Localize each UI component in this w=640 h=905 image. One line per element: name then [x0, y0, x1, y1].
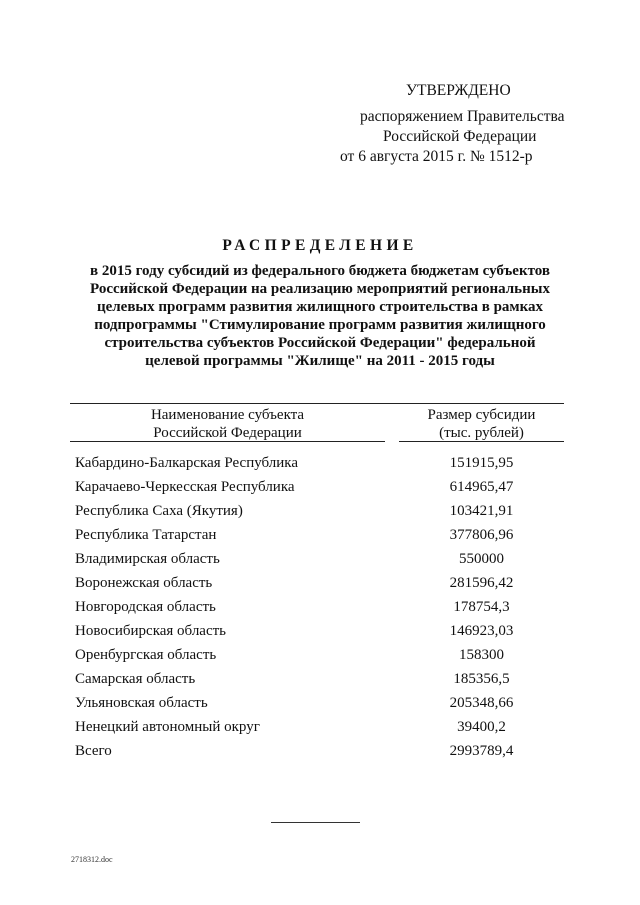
subsidy-amount: 146923,03	[449, 623, 514, 639]
subject-name: Ненецкий автономный округ	[75, 719, 260, 735]
table-row	[0, 455, 640, 479]
document-subtitle	[82, 262, 558, 370]
table-row	[0, 527, 640, 551]
subsidy-amount: 614965,47	[449, 479, 514, 495]
header-bottom-rule-left	[70, 441, 385, 442]
subject-name: Ульяновская область	[75, 695, 208, 711]
subtitle-line: целевых программ развития жилищного строительства в рамках	[96, 299, 544, 315]
table-row	[0, 719, 640, 743]
subsidy-amount: 550000	[459, 551, 504, 567]
table-row-total	[0, 743, 640, 767]
subject-name: Новгородская область	[75, 599, 216, 615]
subtitle-line: Российской Федерации на реализацию мероприятий региональных	[90, 281, 550, 297]
table-row	[0, 479, 640, 503]
table-top-rule	[70, 403, 564, 404]
total-label: Всего	[75, 743, 112, 759]
header-bottom-rule-right	[399, 441, 564, 442]
subject-name: Воронежская область	[75, 575, 213, 591]
subject-name: Новосибирская область	[75, 623, 227, 639]
column-header-subject	[120, 406, 335, 442]
subsidy-amount: 39400,2	[457, 719, 506, 735]
table-row	[0, 551, 640, 575]
end-of-document-rule	[271, 822, 360, 823]
subject-name: Кабардино-Балкарская Республика	[75, 455, 299, 471]
subsidy-amount: 281596,42	[449, 575, 514, 591]
subsidy-amount: 205348,66	[449, 695, 514, 711]
total-amount: 2993789,4	[449, 743, 514, 759]
subtitle-line: строительства субъектов Российской Федерации" федеральной	[104, 335, 536, 351]
subject-name: Владимирская область	[75, 551, 220, 567]
table-row	[0, 575, 640, 599]
subsidy-amount: 377806,96	[449, 527, 514, 543]
approval-line-3: Российской Федерации	[383, 128, 537, 145]
subsidy-amount: 185356,5	[453, 671, 510, 687]
approval-heading: УТВЕРЖДЕНО	[406, 82, 511, 99]
table-row	[0, 671, 640, 695]
column-header-amount-line: (тыс. рублей)	[439, 425, 524, 441]
subject-name: Республика Саха (Якутия)	[75, 503, 243, 519]
subtitle-line: подпрограммы "Стимулирование программ развития жилищного	[94, 317, 546, 333]
subtitle-line: в 2015 году субсидий из федерального бюджета бюджетам субъектов	[90, 263, 550, 279]
column-header-subject-line: Российской Федерации	[153, 425, 302, 441]
subject-name: Республика Татарстан	[75, 527, 217, 543]
table-row	[0, 695, 640, 719]
subtitle-line: целевой программы "Жилище" на 2011 - 2015 годы	[145, 353, 495, 369]
document-file-id: 2718312.doc	[71, 855, 113, 864]
approval-line-2: распоряжением Правительства	[360, 108, 565, 125]
approval-date-number: от 6 августа 2015 г. № 1512-р	[340, 148, 533, 165]
column-header-amount-line: Размер субсидии	[427, 407, 536, 423]
subject-name: Оренбургская область	[75, 647, 217, 663]
subsidy-amount: 178754,3	[453, 599, 510, 615]
subject-name: Самарская область	[75, 671, 196, 687]
table-row	[0, 503, 640, 527]
subsidy-table-body	[0, 455, 640, 767]
table-row	[0, 623, 640, 647]
subsidy-amount: 151915,95	[449, 455, 514, 471]
table-row	[0, 647, 640, 671]
column-header-amount	[399, 406, 564, 442]
column-header-subject-line: Наименование субъекта	[150, 407, 305, 423]
document-title: РАСПРЕДЕЛЕНИЕ	[222, 237, 418, 254]
table-row	[0, 599, 640, 623]
subsidy-amount: 158300	[459, 647, 504, 663]
subsidy-amount: 103421,91	[449, 503, 514, 519]
subject-name: Карачаево-Черкесская Республика	[75, 479, 295, 495]
